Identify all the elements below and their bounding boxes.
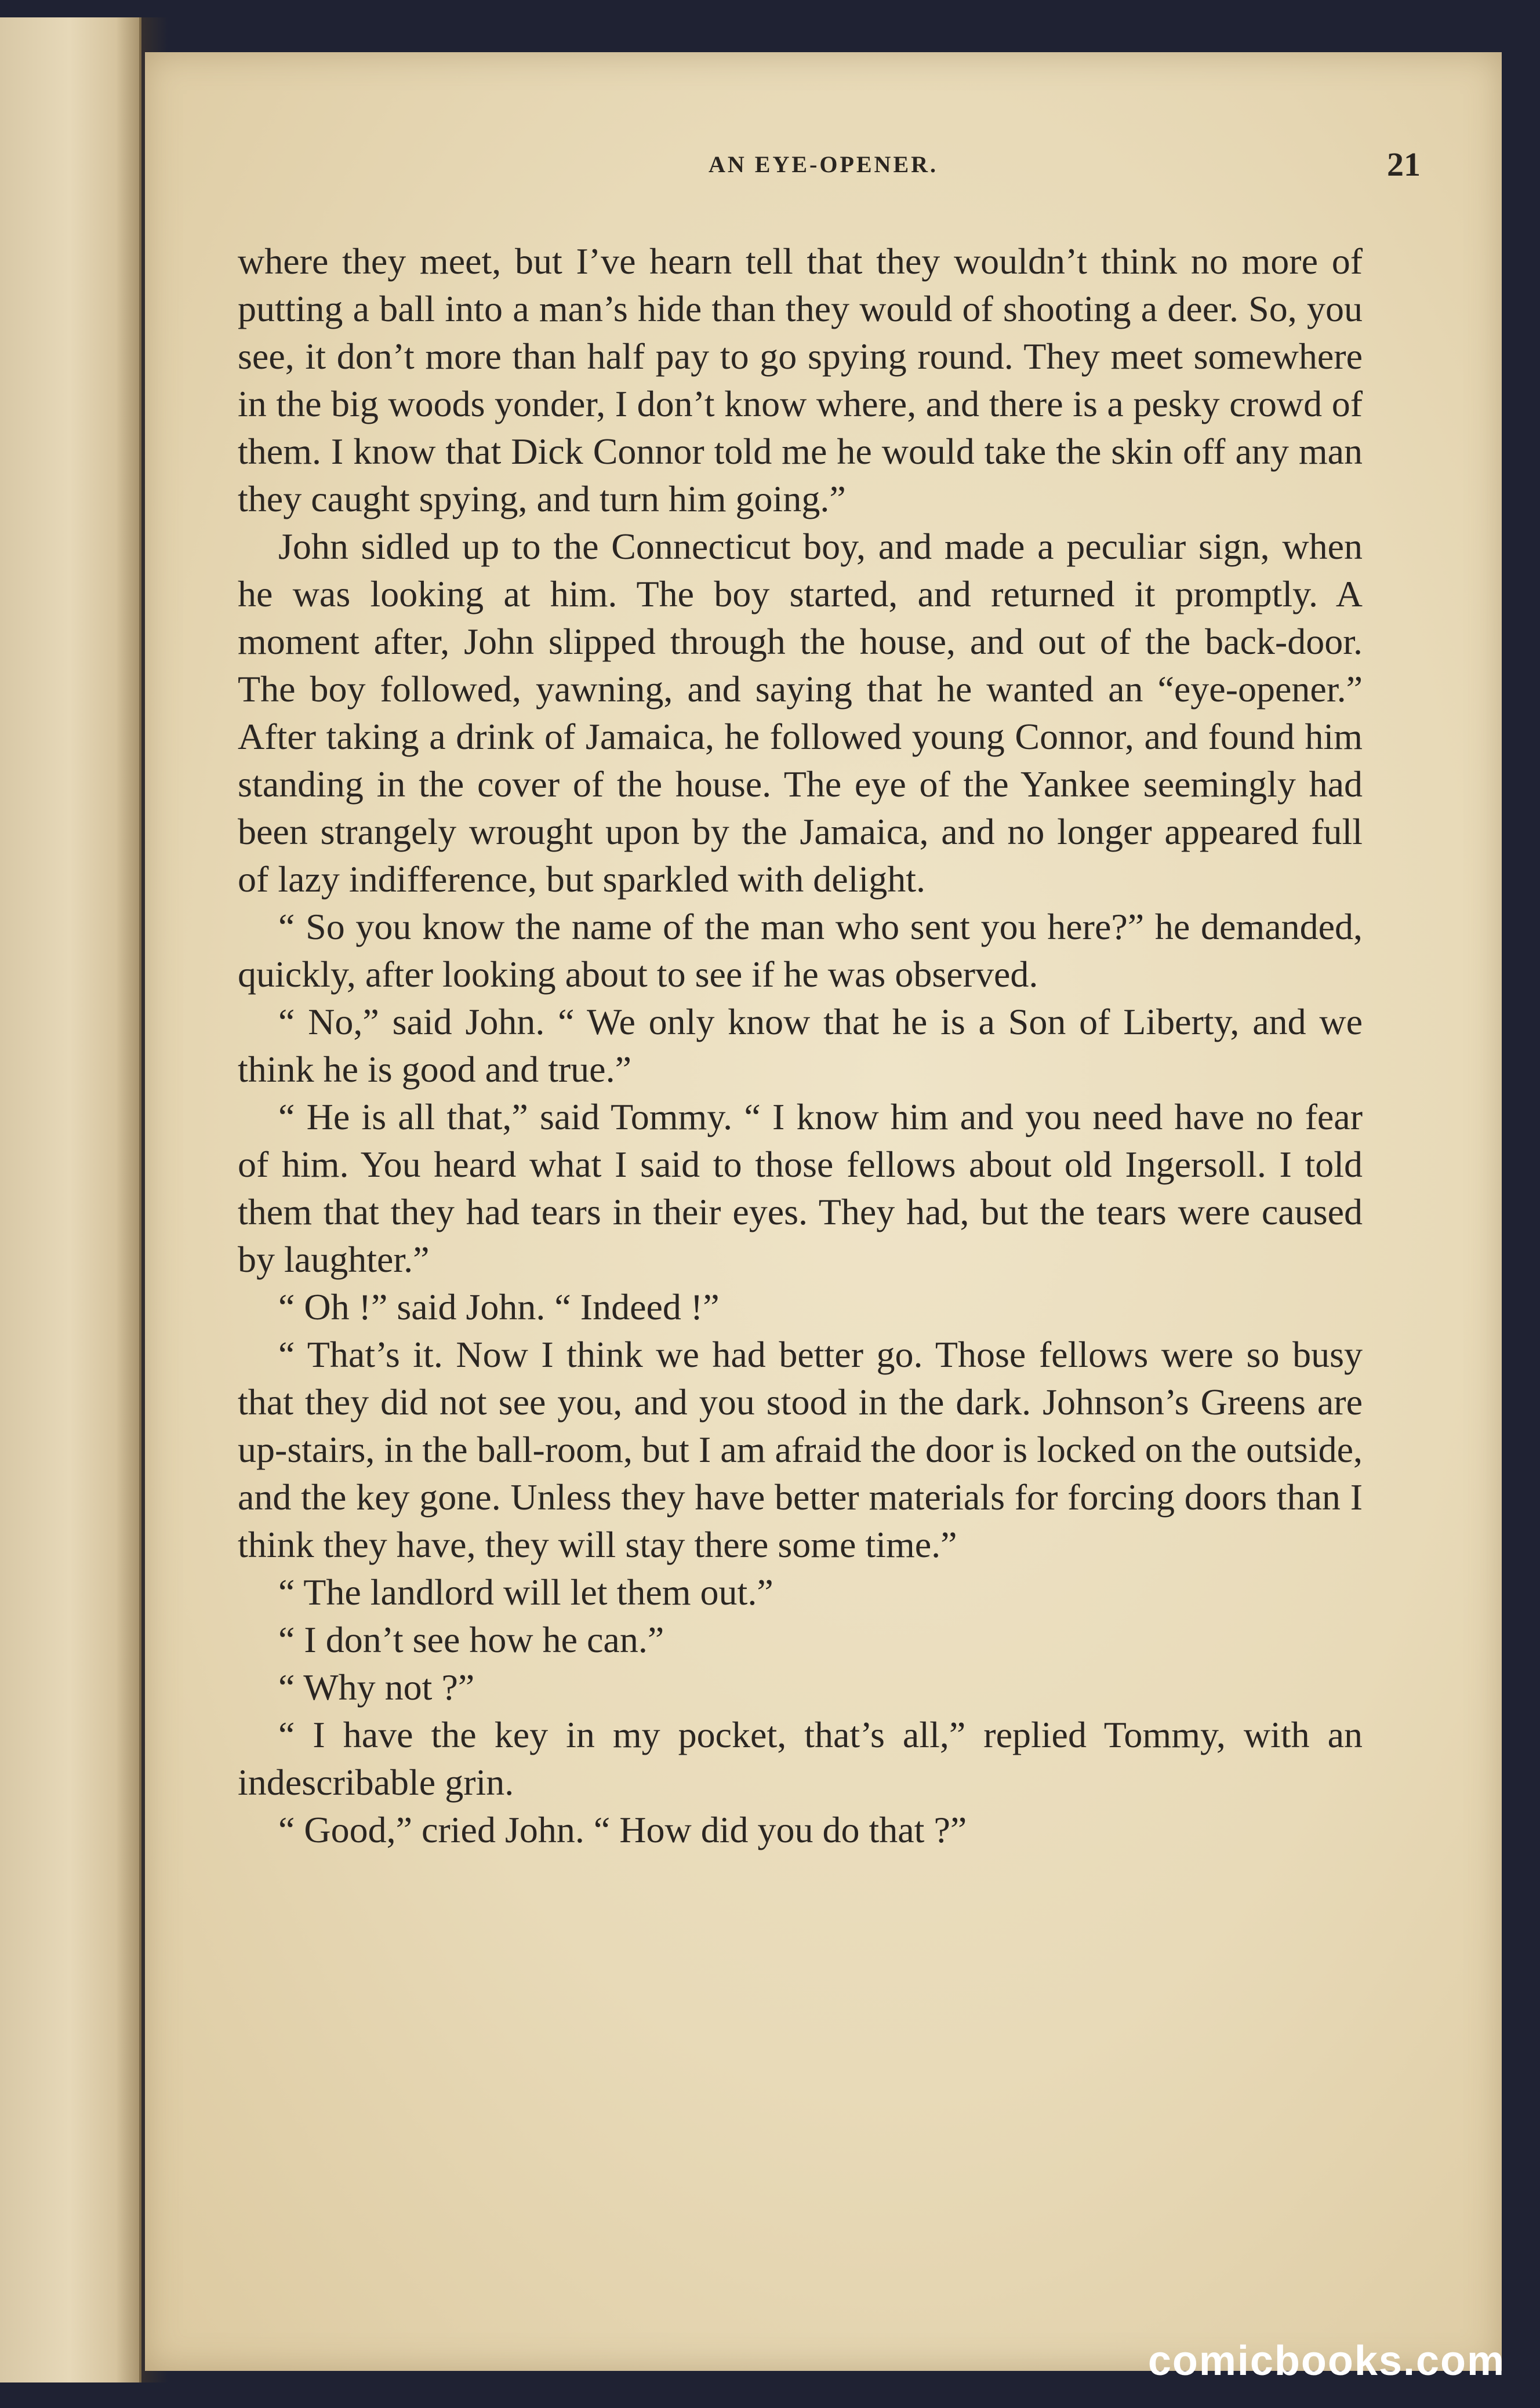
running-title: AN EYE-OPENER. — [708, 151, 939, 177]
paragraph: where they meet, but I’ve hearn tell that they wouldn’t think no more of putting a ball into a man’s hide than they would of shooting a deer. So, you see, it don’t more than half pay to go spying round. They meet somewhere in the big woods yonder, I don’t know where, and there is a pesky crowd of them. I know that Dick Connor told me he would take the skin off any man they caught spying, and turn him going.” — [238, 241, 1363, 519]
page-number: 21 — [1387, 146, 1421, 183]
paragraph: “ No,” said John. “ We only know that he is a Son of Liberty, and we think he is good and true.” — [238, 1001, 1363, 1090]
book-page — [145, 52, 1502, 2371]
paragraph: “ He is all that,” said Tommy. “ I know him and you need have no fear of him. You heard what I said to those fellows about old Ingersoll. I told them that they had tears in their eyes. They had, but the tears were caused by laughter.” — [238, 1096, 1363, 1280]
watermark: comicbooks.com — [1147, 2338, 1505, 2384]
paragraph: “ The landlord will let them out.” — [278, 1572, 773, 1613]
running-header — [145, 145, 1502, 185]
paragraph: “ I don’t see how he can.” — [278, 1619, 664, 1660]
paragraph: “ Why not ?” — [278, 1667, 475, 1708]
paragraph: “ Good,” cried John. “ How did you do that ?” — [278, 1809, 967, 1850]
body-text — [238, 238, 1363, 1854]
paragraph: “ That’s it. Now I think we had better go. Those fellows were so busy that they did not see you, and you stood in the dark. Johnson’s Greens are up-stairs, in the ball-room, but I am afraid the door is locked on the outside, and the key gone. Unless they have better materials for forcing doors than I think they have, they will stay there some time.” — [238, 1334, 1363, 1565]
paragraph: John sidled up to the Connecticut boy, and made a peculiar sign, when he was looking at him. The boy started, and returned it promptly. A moment after, John slipped through the house, and out of the back-door. The boy followed, yawning, and saying that he wanted an “eye-opener.” After taking a drink of Jamaica, he followed young Connor, and found him standing in the cover of the house. The eye of the Yankee seemingly had been strangely wrought upon by the Jamaica, and no longer appeared full of lazy indifference, but sparkled with delight. — [238, 526, 1363, 900]
paragraph: “ I have the key in my pocket, that’s all,” replied Tommy, with an indescribable grin. — [238, 1714, 1363, 1803]
paragraph: “ Oh !” said John. “ Indeed !” — [278, 1286, 720, 1327]
paragraph: “ So you know the name of the man who sent you here?” he demanded, quickly, after looking about to see if he was observed. — [238, 906, 1363, 995]
